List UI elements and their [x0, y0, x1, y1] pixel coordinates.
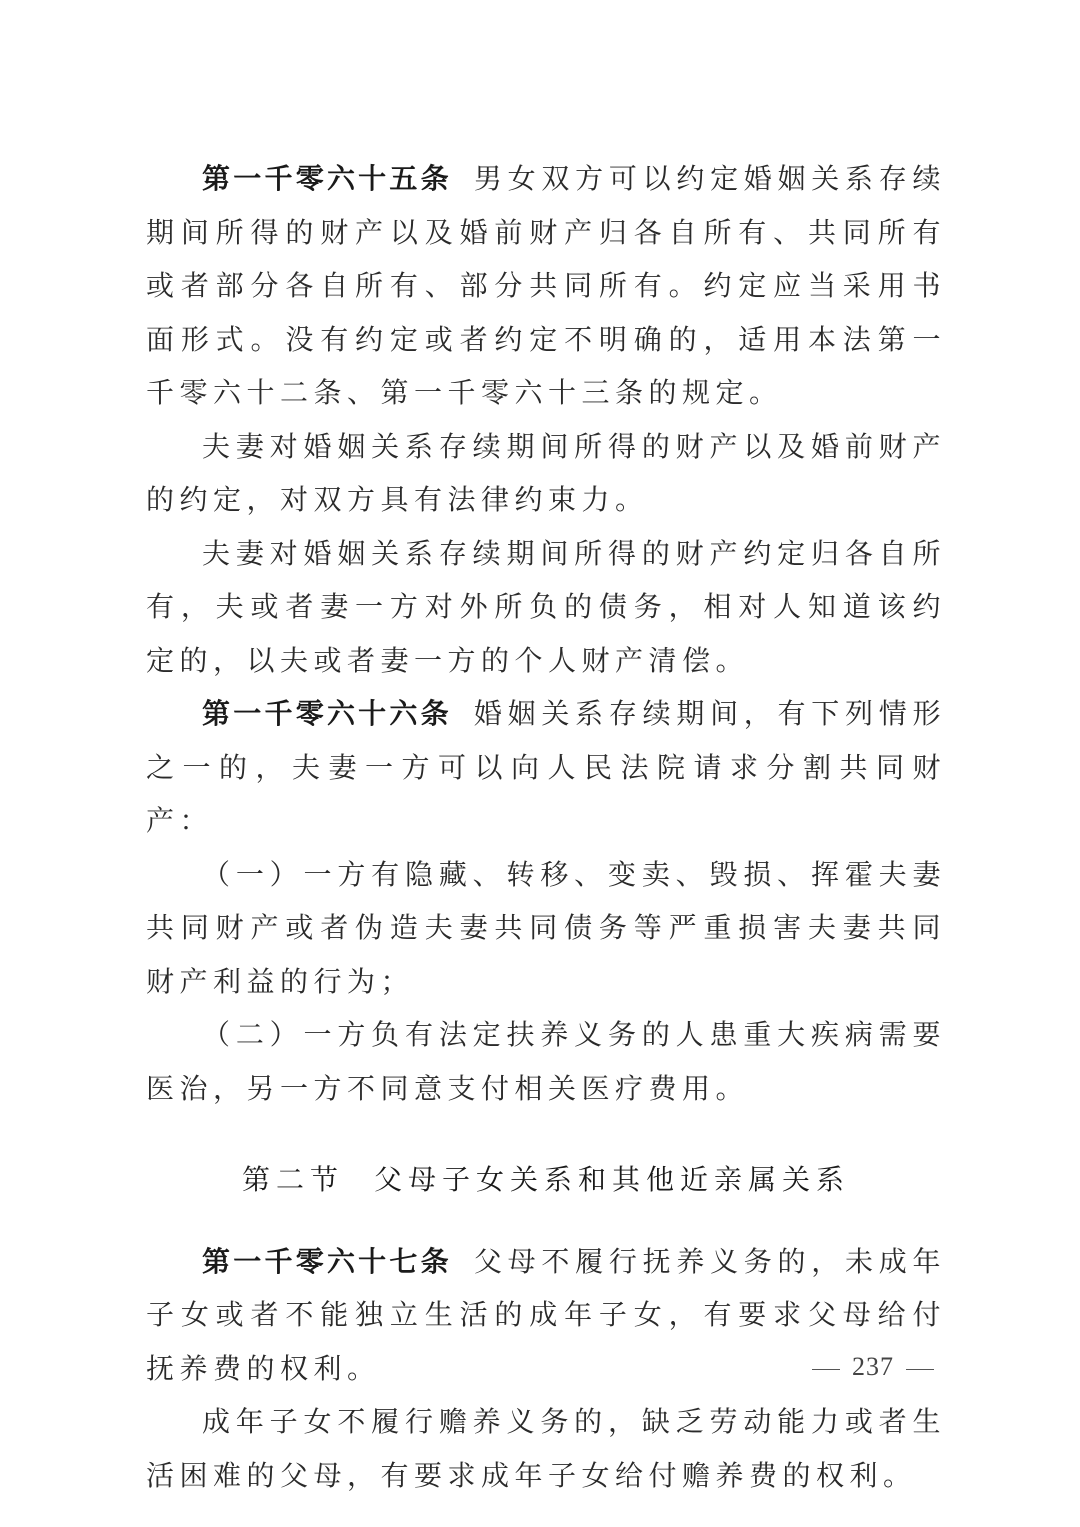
article-1065-paragraph-3: 夫妻对婚姻关系存续期间所得的财产约定归各自所有，夫或者妻一方对外所负的债务，相对人知道该约定的，以夫或者妻一方的个人财产清偿。 [146, 536, 946, 677]
page-number-dash-right [906, 1369, 934, 1370]
document-body [146, 152, 946, 1502]
article-1066-paragraph-1 [146, 687, 946, 848]
article-1065-text-1: 男女双方可以约定婚姻关系存续期间所得的财产以及婚前财产归各自所有、共同所有或者部分各自所有、部分共同所有。约定应当采用书面形式。没有约定或者约定不明确的，适用本法第一千零六十二条、第一千零六十三条的规定。 [146, 162, 946, 409]
page-number [800, 1352, 946, 1382]
article-1065-paragraph-2: 夫妻对婚姻关系存续期间所得的财产以及婚前财产的约定，对双方具有法律约束力。 [146, 429, 946, 516]
article-1066-label: 第一千零六十六条 [202, 697, 452, 730]
article-1067-text-1: 父母不履行抚养义务的，未成年子女或者不能独立生活的成年子女，有要求父母给付抚养费的权利。 [146, 1244, 946, 1385]
article-1065-paragraph-1 [146, 152, 946, 420]
article-1066-item-2: （二）一方负有法定扶养义务的人患重大疾病需要医治，另一方不同意支付相关医疗费用。 [146, 1018, 946, 1105]
article-1067-label: 第一千零六十七条 [202, 1244, 452, 1278]
article-1066-text-1: 婚姻关系存续期间，有下列情形之一的，夫妻一方可以向人民法院请求分割共同财产： [146, 697, 946, 837]
article-1066-item-1: （一）一方有隐藏、转移、变卖、毁损、挥霍夫妻共同财产或者伪造夫妻共同债务等严重损害夫妻共同财产利益的行为； [146, 857, 946, 998]
article-1067-paragraph-2: 成年子女不履行赡养义务的，缺乏劳动能力或者生活困难的父母，有要求成年子女给付赡养费的权利。 [146, 1405, 946, 1492]
section-number: 第二节 [241, 1163, 344, 1196]
section-title: 父母子女关系和其他近亲属关系 [374, 1163, 851, 1196]
section-heading [146, 1153, 946, 1207]
page-number-dash-left [812, 1369, 840, 1370]
article-1065-label: 第一千零六十五条 [202, 162, 452, 195]
page-number-value: 237 [852, 1352, 894, 1381]
